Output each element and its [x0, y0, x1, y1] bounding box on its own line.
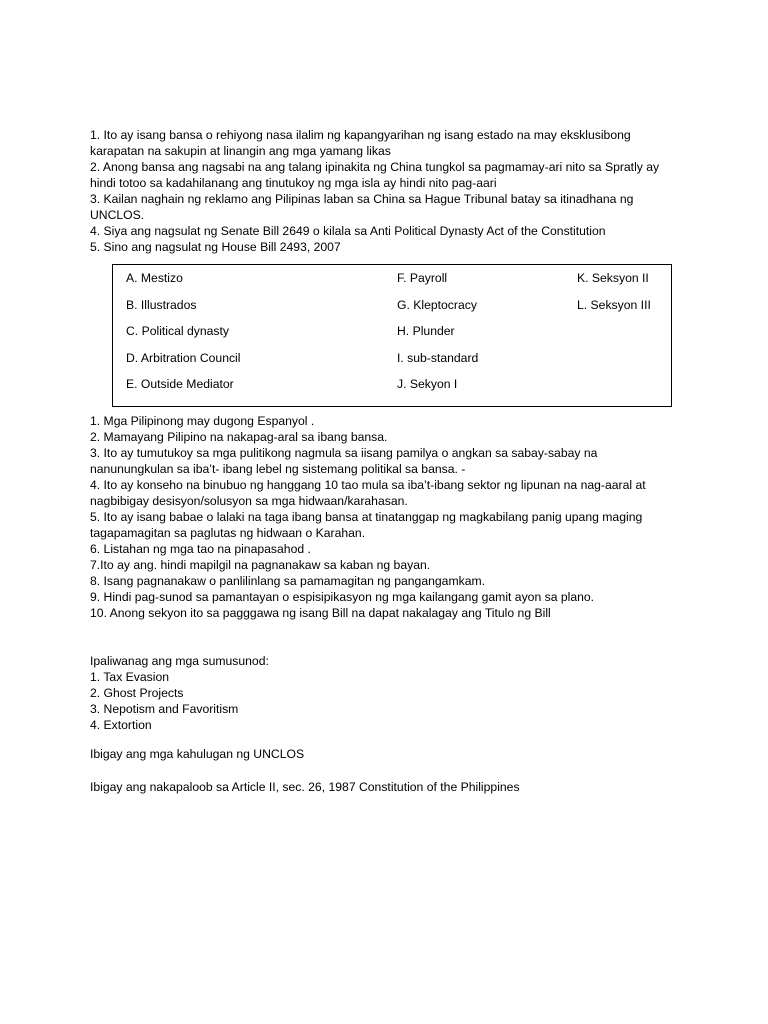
choice-item: K. Seksyon II — [577, 271, 649, 285]
explain-item: 1. Tax Evasion — [90, 670, 170, 684]
explain-item: 3. Nepotism and Favoritism — [90, 702, 239, 716]
question-line: 1. Mga Pilipinong may dugong Espanyol . — [90, 414, 315, 428]
choice-item: J. Sekyon I — [397, 377, 458, 392]
explain-section — [90, 653, 710, 733]
article-prompt: Ibigay ang nakapaloob sa Article II, sec. 26, 1987 Constitution of the Philippines — [90, 780, 520, 794]
question-line: 1. Ito ay isang bansa o rehiyong nasa ilalim ng kapangyarihan ng isang estado na may eksklusibong — [90, 128, 631, 142]
explain-item: 4. Extortion — [90, 718, 152, 732]
question-line: 3. Kailan naghain ng reklamo ang Pilipinas laban sa China sa Hague Tribunal batay sa itinadhana ng — [90, 192, 634, 206]
choice-item: L. Seksyon III — [577, 297, 651, 312]
question-line: 2. Mamayang Pilipino na nakapag-aral sa ibang bansa. — [90, 430, 388, 444]
question-line: karapatan na sakupin at linangin ang mga yamang likas — [90, 144, 391, 158]
choice-item: E. Outside Mediator — [126, 377, 234, 392]
question-line: 5. Sino ang nagsulat ng House Bill 2493, 2007 — [90, 240, 341, 254]
question-line: tagapamagitan sa paglutas ng hidwaan o Karahan. — [90, 526, 366, 540]
question-line: 5. Ito ay isang babae o lalaki na taga ibang bansa at tinatanggap ng magkabilang panig upang maging — [90, 510, 643, 524]
choices-column-1 — [126, 270, 240, 403]
choices-column-3 — [577, 270, 651, 323]
question-line: 7.Ito ay ang. hindi mapilgil na pagnanakaw sa kaban ng bayan. — [90, 558, 431, 572]
question-line: 9. Hindi pag-sunod sa pamantayan o espisipikasyon ng mga kailangang gamit ayon sa plano. — [90, 590, 595, 604]
question-line: 8. Isang pagnanakaw o panlilinlang sa pamamagitan ng pangangamkam. — [90, 574, 486, 588]
question-line: 2. Anong bansa ang nagsabi na ang talang ipinakita ng China tungkol sa pagmamay-ari nito sa Spratly ay — [90, 160, 660, 174]
questions-bottom-list — [90, 413, 710, 621]
question-line: 4. Siya ang nagsulat ng Senate Bill 2649 o kilala sa Anti Political Dynasty Act of the Constitution — [90, 224, 606, 238]
question-line: 4. Ito ay konseho na binubuo ng hanggang 10 tao mula sa iba’t-ibang sektor ng lipunan na nag-aaral at — [90, 478, 646, 492]
choices-box — [112, 264, 672, 407]
questions-top-list — [90, 127, 710, 255]
question-line: hindi totoo sa kadahilanang ang tinutukoy ng mga isla ay hindi nito pag-aari — [90, 176, 497, 190]
explain-item: 2. Ghost Projects — [90, 686, 184, 700]
choice-item: C. Political dynasty — [126, 324, 229, 339]
question-line: 3. Ito ay tumutukoy sa mga pulitikong nagmula sa iisang pamilya o angkan sa sabay-sabay na — [90, 446, 598, 460]
choice-item: G. Kleptocracy — [397, 297, 477, 312]
choice-item: I. sub-standard — [397, 350, 479, 365]
choice-item: B. Illustrados — [126, 297, 197, 312]
choice-item: H. Plunder — [397, 324, 455, 339]
explain-heading: Ipaliwanag ang mga sumusunod: — [90, 654, 269, 668]
choices-column-2 — [397, 270, 478, 403]
choice-item: A. Mestizo — [126, 271, 183, 285]
question-line: UNCLOS. — [90, 208, 145, 222]
unclos-prompt: Ibigay ang mga kahulugan ng UNCLOS — [90, 747, 305, 761]
choice-item: F. Payroll — [397, 271, 448, 285]
question-line: nanunungkulan sa iba’t- ibang lebel ng sistemang politikal sa bansa. - — [90, 462, 466, 476]
choice-item: D. Arbitration Council — [126, 350, 241, 365]
question-line: 10. Anong sekyon ito sa pagggawa ng isang Bill na dapat nakalagay ang Titulo ng Bill — [90, 606, 551, 620]
question-line: 6. Listahan ng mga tao na pinapasahod . — [90, 542, 311, 556]
question-line: nagbibigay desisyon/solusyon sa mga hidwaan/karahasan. — [90, 494, 408, 508]
